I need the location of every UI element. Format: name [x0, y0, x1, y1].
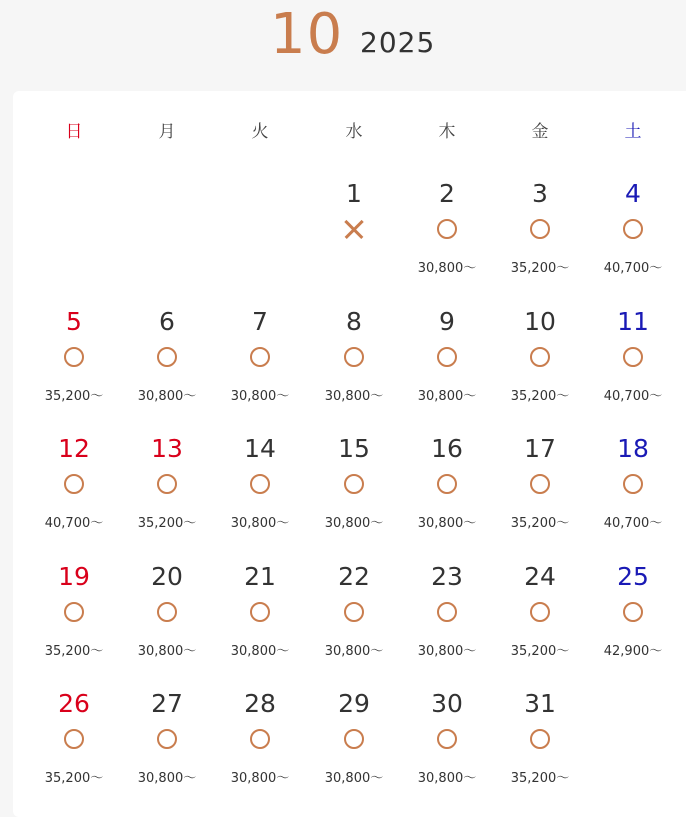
calendar-day-cell[interactable] — [401, 434, 493, 562]
calendar-day-cell[interactable] — [401, 562, 493, 690]
price-label: 35,200～ — [44, 389, 104, 404]
price-label: 30,800～ — [137, 771, 197, 786]
price-label: 40,700～ — [603, 389, 663, 404]
available-circle-icon — [530, 474, 550, 494]
day-number: 29 — [338, 689, 370, 718]
available-circle-icon — [623, 219, 643, 239]
year-number: 2025 — [360, 26, 436, 59]
weekday-tuesday: 火 — [251, 122, 269, 142]
available-circle-icon — [64, 729, 84, 749]
available-circle-icon — [344, 602, 364, 622]
calendar-day-cell[interactable] — [587, 562, 679, 690]
price-label: 30,800～ — [137, 644, 197, 659]
day-number: 19 — [58, 562, 90, 591]
calendar-grid — [13, 91, 686, 817]
day-number: 11 — [617, 307, 649, 336]
day-number: 18 — [617, 434, 649, 463]
price-label: 35,200～ — [44, 771, 104, 786]
calendar-day-cell[interactable] — [28, 689, 120, 817]
calendar-day-cell[interactable] — [494, 307, 586, 435]
available-circle-icon — [157, 347, 177, 367]
available-circle-icon — [250, 602, 270, 622]
price-label: 30,800～ — [230, 644, 290, 659]
calendar-day-cell[interactable] — [308, 689, 400, 817]
calendar-day-cell[interactable] — [214, 562, 306, 690]
weekday-thursday: 木 — [438, 122, 456, 142]
day-number: 2 — [439, 179, 455, 208]
day-number: 6 — [159, 307, 175, 336]
day-number: 24 — [524, 562, 556, 591]
available-circle-icon — [437, 729, 457, 749]
weekday-monday: 月 — [158, 122, 176, 142]
weekday-saturday: 土 — [624, 122, 642, 142]
calendar-day-cell[interactable] — [28, 434, 120, 562]
price-label: 30,800～ — [230, 771, 290, 786]
price-label: 35,200～ — [510, 644, 570, 659]
available-circle-icon — [344, 474, 364, 494]
available-circle-icon — [344, 729, 364, 749]
calendar-day-cell[interactable] — [121, 689, 213, 817]
day-number: 7 — [252, 307, 268, 336]
calendar-day-cell[interactable] — [308, 434, 400, 562]
available-circle-icon — [530, 602, 550, 622]
weekday-header-row — [13, 91, 686, 161]
available-circle-icon — [437, 602, 457, 622]
price-label: 30,800～ — [417, 516, 477, 531]
price-label: 30,800～ — [324, 771, 384, 786]
available-circle-icon — [250, 474, 270, 494]
weekday-sunday: 日 — [65, 122, 83, 142]
price-label: 30,800～ — [230, 516, 290, 531]
price-label: 30,800～ — [324, 516, 384, 531]
calendar-day-cell[interactable] — [587, 307, 679, 435]
calendar-day-cell[interactable] — [401, 179, 493, 307]
calendar-day-cell[interactable] — [214, 434, 306, 562]
day-number: 21 — [244, 562, 276, 591]
calendar-day-cell[interactable] — [587, 434, 679, 562]
day-number: 16 — [431, 434, 463, 463]
day-number: 27 — [151, 689, 183, 718]
available-circle-icon — [623, 347, 643, 367]
available-circle-icon — [157, 602, 177, 622]
price-label: 40,700～ — [44, 516, 104, 531]
day-number: 8 — [346, 307, 362, 336]
available-circle-icon — [64, 602, 84, 622]
day-number: 10 — [524, 307, 556, 336]
calendar-day-cell[interactable] — [214, 689, 306, 817]
day-number: 31 — [524, 689, 556, 718]
day-number: 14 — [244, 434, 276, 463]
day-number: 12 — [58, 434, 90, 463]
day-number: 30 — [431, 689, 463, 718]
price-label: 42,900～ — [603, 644, 663, 659]
price-label: 30,800～ — [417, 771, 477, 786]
price-label: 40,700～ — [603, 261, 663, 276]
price-label: 35,200～ — [510, 771, 570, 786]
price-label: 30,800～ — [230, 389, 290, 404]
calendar-day-cell — [308, 179, 400, 307]
day-number: 28 — [244, 689, 276, 718]
available-circle-icon — [250, 347, 270, 367]
day-number: 25 — [617, 562, 649, 591]
price-label: 40,700～ — [603, 516, 663, 531]
available-circle-icon — [623, 474, 643, 494]
available-circle-icon — [530, 219, 550, 239]
day-number: 23 — [431, 562, 463, 591]
calendar-day-cell[interactable] — [308, 562, 400, 690]
day-number: 22 — [338, 562, 370, 591]
available-circle-icon — [437, 474, 457, 494]
calendar-day-cell[interactable] — [494, 179, 586, 307]
price-label: 30,800～ — [324, 644, 384, 659]
available-circle-icon — [437, 347, 457, 367]
available-circle-icon — [64, 474, 84, 494]
price-label: 35,200～ — [44, 644, 104, 659]
day-number: 17 — [524, 434, 556, 463]
day-number: 4 — [625, 179, 641, 208]
calendar-header — [0, 0, 686, 90]
calendar-day-cell[interactable] — [494, 562, 586, 690]
calendar-day-cell[interactable] — [214, 307, 306, 435]
price-label: 30,800～ — [324, 389, 384, 404]
available-circle-icon — [437, 219, 457, 239]
calendar-day-cell[interactable] — [121, 562, 213, 690]
available-circle-icon — [530, 347, 550, 367]
available-circle-icon — [64, 347, 84, 367]
calendar-day-cell[interactable] — [121, 307, 213, 435]
calendar-day-cell[interactable] — [401, 689, 493, 817]
price-label: 35,200～ — [510, 516, 570, 531]
available-circle-icon — [157, 474, 177, 494]
calendar-day-cell[interactable] — [587, 179, 679, 307]
price-label: 35,200～ — [510, 389, 570, 404]
price-label: 35,200～ — [510, 261, 570, 276]
calendar-day-cell[interactable] — [28, 307, 120, 435]
calendar-day-cell[interactable] — [121, 434, 213, 562]
calendar-day-cell[interactable] — [401, 307, 493, 435]
available-circle-icon — [250, 729, 270, 749]
available-circle-icon — [157, 729, 177, 749]
calendar-day-cell[interactable] — [308, 307, 400, 435]
available-circle-icon — [530, 729, 550, 749]
calendar-day-cell[interactable] — [28, 562, 120, 690]
day-number: 26 — [58, 689, 90, 718]
weekday-wednesday: 水 — [345, 122, 363, 142]
calendar-day-cell[interactable] — [494, 434, 586, 562]
day-number: 5 — [66, 307, 82, 336]
day-number: 20 — [151, 562, 183, 591]
day-number: 1 — [346, 179, 362, 208]
price-label: 30,800～ — [137, 389, 197, 404]
day-number: 9 — [439, 307, 455, 336]
month-number: 10 — [270, 2, 344, 67]
price-label: 30,800～ — [417, 389, 477, 404]
price-label: 30,800～ — [417, 261, 477, 276]
available-circle-icon — [623, 602, 643, 622]
day-number: 15 — [338, 434, 370, 463]
calendar-day-cell[interactable] — [494, 689, 586, 817]
unavailable-cross-icon — [344, 219, 364, 239]
day-number: 13 — [151, 434, 183, 463]
weekday-friday: 金 — [531, 122, 549, 142]
price-label: 30,800～ — [417, 644, 477, 659]
available-circle-icon — [344, 347, 364, 367]
day-number: 3 — [532, 179, 548, 208]
price-label: 35,200～ — [137, 516, 197, 531]
